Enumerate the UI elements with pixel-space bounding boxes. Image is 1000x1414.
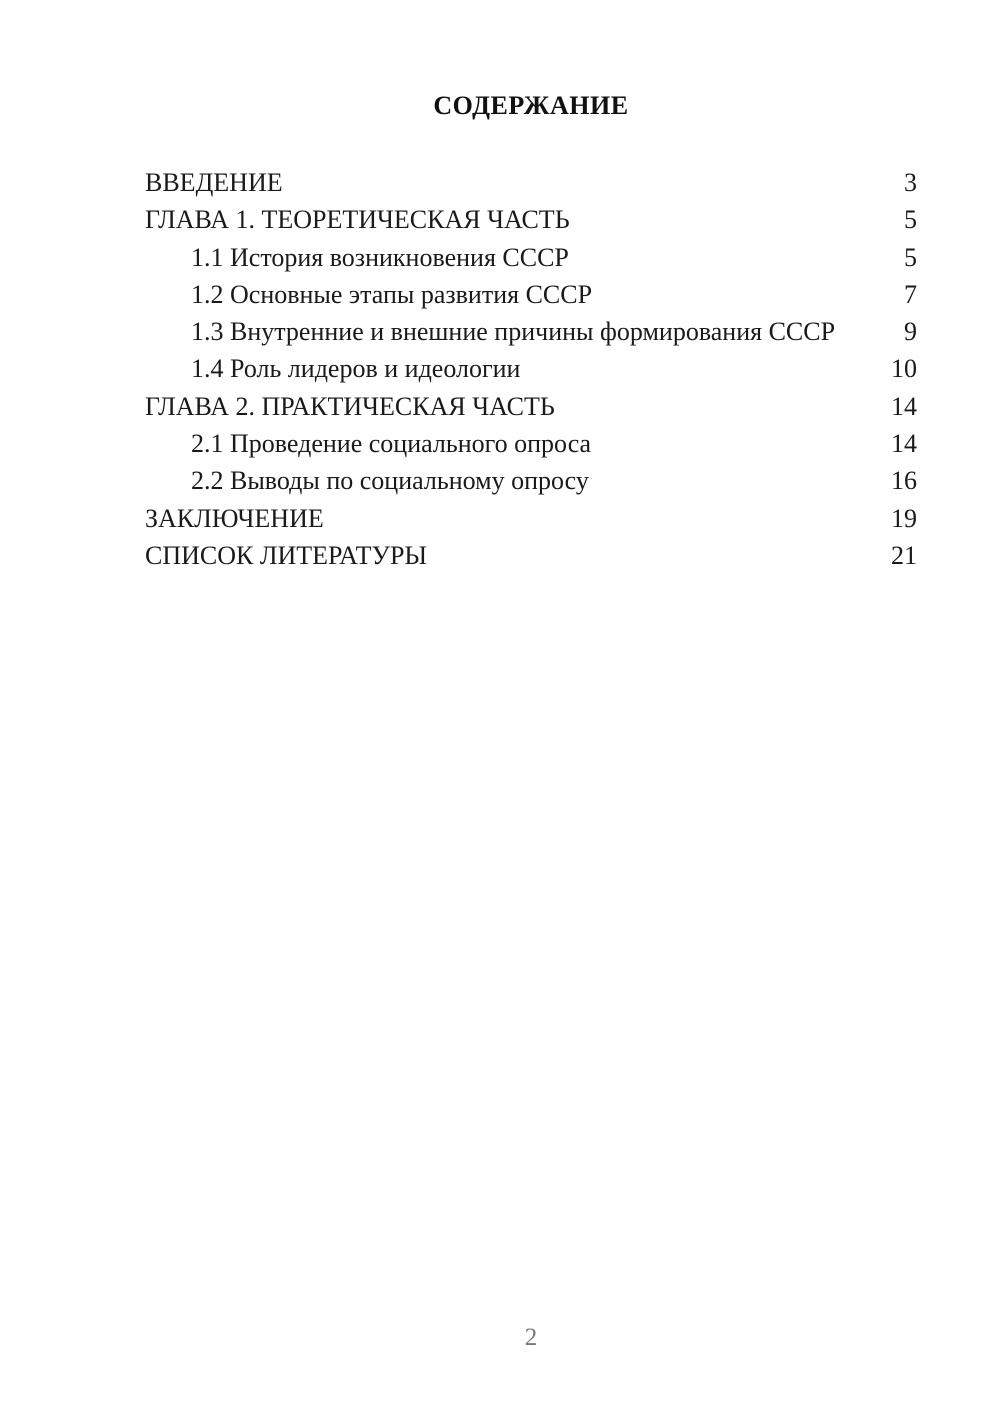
toc-entry-page-number: 14 bbox=[891, 429, 917, 459]
toc-entry-label: ГЛАВА 2. ПРАКТИЧЕСКАЯ ЧАСТЬ bbox=[145, 391, 555, 421]
toc-entry bbox=[145, 462, 917, 499]
toc-entry-label: 1.1 История возникновения СССР bbox=[191, 242, 569, 272]
toc-entry-page-number: 9 bbox=[904, 317, 917, 347]
toc-entry-page-number: 7 bbox=[904, 279, 917, 309]
toc-entry bbox=[145, 313, 917, 350]
toc-entry bbox=[145, 537, 917, 574]
toc-entry bbox=[145, 276, 917, 313]
toc-entry-label: 2.2 Выводы по социальному опросу bbox=[191, 466, 589, 496]
toc-entry-label: 2.1 Проведение социального опроса bbox=[191, 429, 592, 459]
toc-entry-page-number: 3 bbox=[904, 168, 917, 197]
toc-entry-label: ГЛАВА 1. ТЕОРЕТИЧЕСКАЯ ЧАСТЬ bbox=[145, 205, 570, 235]
toc-entry-label: ВВЕДЕНИЕ bbox=[145, 168, 283, 197]
toc-entry bbox=[145, 201, 917, 238]
footer-page-number: 2 bbox=[524, 1324, 538, 1351]
toc-entry bbox=[145, 388, 917, 425]
toc-entry-label: ЗАКЛЮЧЕНИЕ bbox=[145, 503, 324, 533]
toc-entry bbox=[145, 500, 917, 537]
toc-entry-page-number: 16 bbox=[891, 466, 917, 496]
toc-entry-page-number: 19 bbox=[891, 503, 917, 533]
toc-entry bbox=[145, 350, 917, 387]
toc-entry bbox=[145, 425, 917, 462]
toc-entry-page-number: 5 bbox=[904, 242, 917, 272]
toc-entry-label: 1.4 Роль лидеров и идеологии bbox=[191, 354, 521, 384]
toc-entry-page-number: 21 bbox=[891, 540, 917, 570]
toc-entry-label: СПИСОК ЛИТЕРАТУРЫ bbox=[145, 540, 428, 570]
toc-entry bbox=[145, 239, 917, 276]
toc-entry-label: 1.2 Основные этапы развития СССР bbox=[191, 279, 593, 309]
toc-entry-page-number: 14 bbox=[891, 391, 917, 421]
toc-entry bbox=[145, 164, 917, 201]
toc-entry-label: 1.3 Внутренние и внешние причины формирования СССР bbox=[191, 317, 836, 347]
toc-entry-page-number: 10 bbox=[891, 354, 917, 384]
table-of-contents bbox=[145, 164, 917, 574]
toc-entry-page-number: 5 bbox=[904, 205, 917, 235]
page-title: СОДЕРЖАНИЕ bbox=[433, 91, 629, 120]
